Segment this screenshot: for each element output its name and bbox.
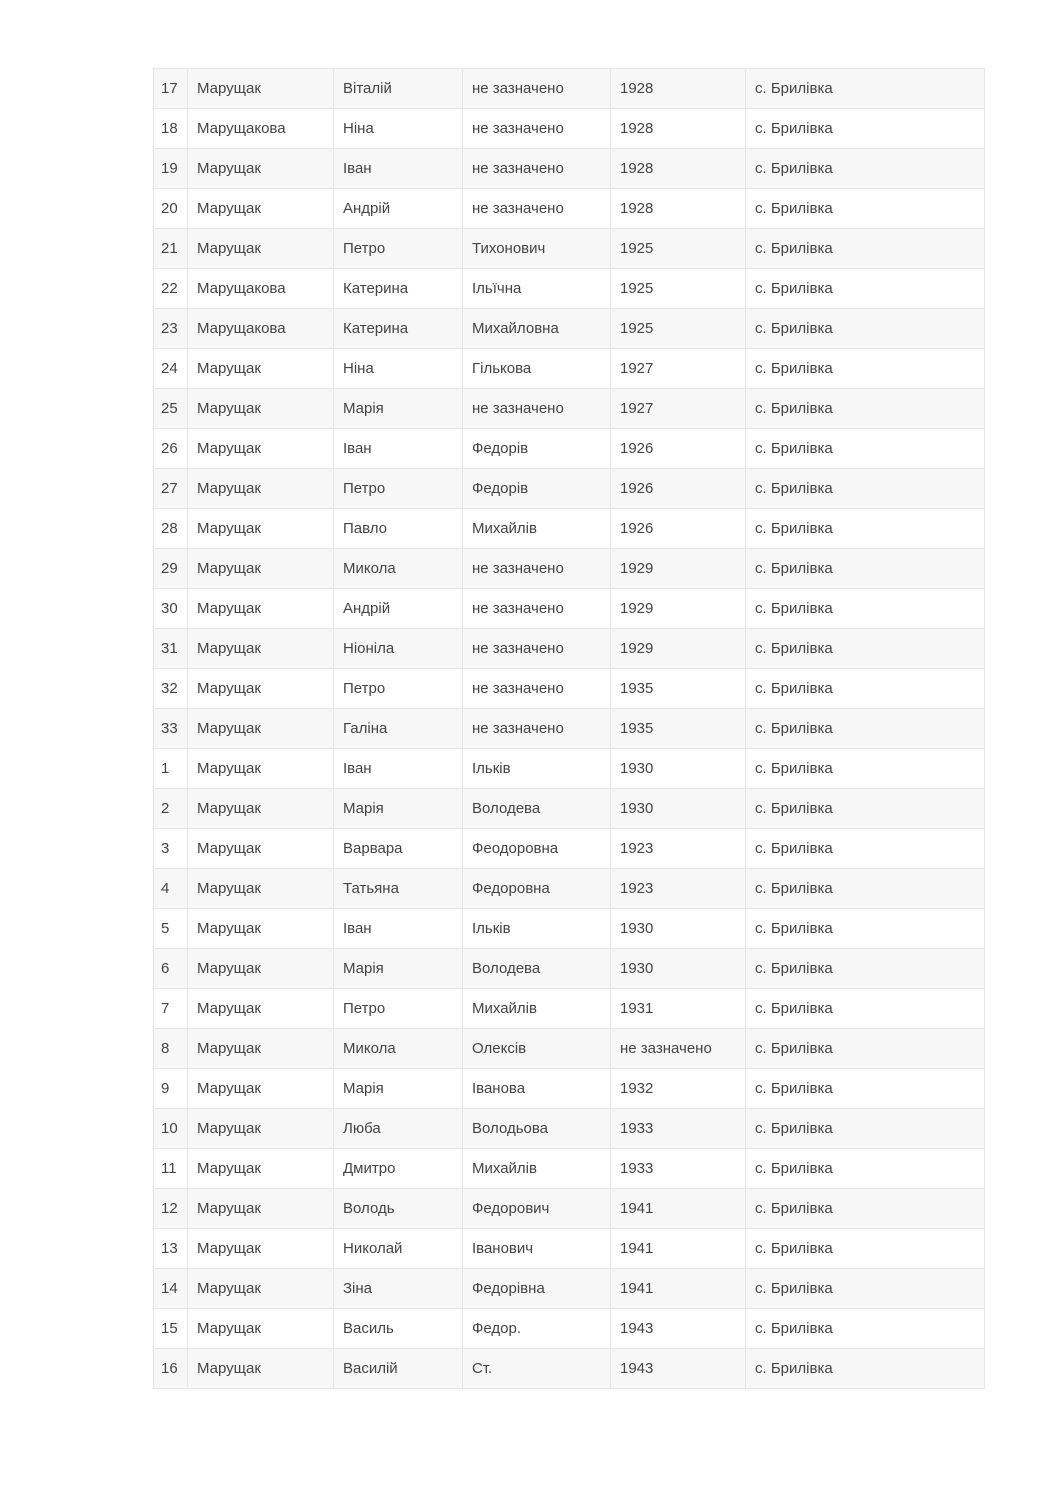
table-row: [154, 549, 985, 589]
village-cell: с. Брилівка: [746, 1189, 985, 1229]
birth-year-cell: 1927: [611, 349, 746, 389]
table-row: [154, 109, 985, 149]
row-number-cell: 23: [154, 309, 188, 349]
row-number-cell: 33: [154, 709, 188, 749]
records-table-body: [154, 69, 985, 1389]
patronymic-cell: не зазначено: [463, 549, 611, 589]
table-row: [154, 1269, 985, 1309]
surname-cell: Марущак: [188, 549, 334, 589]
row-number-cell: 5: [154, 909, 188, 949]
village-cell: с. Брилівка: [746, 1229, 985, 1269]
table-row: [154, 309, 985, 349]
table-row: [154, 149, 985, 189]
birth-year-cell: 1935: [611, 669, 746, 709]
row-number-cell: 10: [154, 1109, 188, 1149]
birth-year-cell: 1928: [611, 189, 746, 229]
first-name-cell: Василь: [334, 1309, 463, 1349]
patronymic-cell: Гількова: [463, 349, 611, 389]
row-number-cell: 29: [154, 549, 188, 589]
table-row: [154, 229, 985, 269]
first-name-cell: Петро: [334, 229, 463, 269]
row-number-cell: 8: [154, 1029, 188, 1069]
patronymic-cell: Михайлів: [463, 989, 611, 1029]
village-cell: с. Брилівка: [746, 149, 985, 189]
table-row: [154, 509, 985, 549]
village-cell: с. Брилівка: [746, 1269, 985, 1309]
first-name-cell: Андрій: [334, 189, 463, 229]
first-name-cell: Іван: [334, 149, 463, 189]
village-cell: с. Брилівка: [746, 1349, 985, 1389]
birth-year-cell: 1930: [611, 949, 746, 989]
village-cell: с. Брилівка: [746, 1109, 985, 1149]
first-name-cell: Андрій: [334, 589, 463, 629]
table-row: [154, 69, 985, 109]
table-row: [154, 949, 985, 989]
row-number-cell: 15: [154, 1309, 188, 1349]
first-name-cell: Марія: [334, 389, 463, 429]
village-cell: с. Брилівка: [746, 1309, 985, 1349]
row-number-cell: 30: [154, 589, 188, 629]
village-cell: с. Брилівка: [746, 229, 985, 269]
first-name-cell: Петро: [334, 989, 463, 1029]
row-number-cell: 17: [154, 69, 188, 109]
patronymic-cell: Олексів: [463, 1029, 611, 1069]
table-row: [154, 669, 985, 709]
table-row: [154, 1149, 985, 1189]
patronymic-cell: Іванова: [463, 1069, 611, 1109]
first-name-cell: Іван: [334, 749, 463, 789]
village-cell: с. Брилівка: [746, 1029, 985, 1069]
surname-cell: Марущак: [188, 1349, 334, 1389]
patronymic-cell: не зазначено: [463, 189, 611, 229]
village-cell: с. Брилівка: [746, 869, 985, 909]
surname-cell: Марущак: [188, 349, 334, 389]
birth-year-cell: 1933: [611, 1149, 746, 1189]
row-number-cell: 24: [154, 349, 188, 389]
row-number-cell: 31: [154, 629, 188, 669]
row-number-cell: 6: [154, 949, 188, 989]
surname-cell: Марущак: [188, 1149, 334, 1189]
surname-cell: Марущак: [188, 1189, 334, 1229]
surname-cell: Марущак: [188, 589, 334, 629]
row-number-cell: 1: [154, 749, 188, 789]
patronymic-cell: Феодоровна: [463, 829, 611, 869]
patronymic-cell: не зазначено: [463, 109, 611, 149]
row-number-cell: 21: [154, 229, 188, 269]
first-name-cell: Ніна: [334, 349, 463, 389]
village-cell: с. Брилівка: [746, 309, 985, 349]
birth-year-cell: 1943: [611, 1349, 746, 1389]
table-row: [154, 589, 985, 629]
surname-cell: Марущак: [188, 869, 334, 909]
village-cell: с. Брилівка: [746, 749, 985, 789]
patronymic-cell: Федоровна: [463, 869, 611, 909]
table-row: [154, 1229, 985, 1269]
surname-cell: Марущак: [188, 789, 334, 829]
first-name-cell: Ніна: [334, 109, 463, 149]
row-number-cell: 25: [154, 389, 188, 429]
row-number-cell: 7: [154, 989, 188, 1029]
birth-year-cell: 1923: [611, 869, 746, 909]
village-cell: с. Брилівка: [746, 949, 985, 989]
surname-cell: Марущак: [188, 829, 334, 869]
row-number-cell: 12: [154, 1189, 188, 1229]
birth-year-cell: 1925: [611, 309, 746, 349]
birth-year-cell: 1927: [611, 389, 746, 429]
row-number-cell: 27: [154, 469, 188, 509]
village-cell: с. Брилівка: [746, 549, 985, 589]
birth-year-cell: 1933: [611, 1109, 746, 1149]
row-number-cell: 2: [154, 789, 188, 829]
patronymic-cell: Ільків: [463, 909, 611, 949]
surname-cell: Марущак: [188, 1309, 334, 1349]
first-name-cell: Марія: [334, 1069, 463, 1109]
birth-year-cell: 1925: [611, 229, 746, 269]
village-cell: с. Брилівка: [746, 509, 985, 549]
village-cell: с. Брилівка: [746, 109, 985, 149]
table-row: [154, 349, 985, 389]
first-name-cell: Іван: [334, 909, 463, 949]
birth-year-cell: 1930: [611, 909, 746, 949]
surname-cell: Марущак: [188, 989, 334, 1029]
first-name-cell: Петро: [334, 669, 463, 709]
patronymic-cell: Іванович: [463, 1229, 611, 1269]
birth-year-cell: 1928: [611, 109, 746, 149]
table-row: [154, 789, 985, 829]
birth-year-cell: 1929: [611, 589, 746, 629]
row-number-cell: 22: [154, 269, 188, 309]
table-row: [154, 1109, 985, 1149]
first-name-cell: Марія: [334, 949, 463, 989]
birth-year-cell: 1941: [611, 1189, 746, 1229]
village-cell: с. Брилівка: [746, 389, 985, 429]
village-cell: с. Брилівка: [746, 469, 985, 509]
patronymic-cell: не зазначено: [463, 69, 611, 109]
birth-year-cell: 1930: [611, 789, 746, 829]
records-table: [153, 68, 985, 1389]
village-cell: с. Брилівка: [746, 789, 985, 829]
first-name-cell: Люба: [334, 1109, 463, 1149]
patronymic-cell: Федорівна: [463, 1269, 611, 1309]
birth-year-cell: не зазначено: [611, 1029, 746, 1069]
village-cell: с. Брилівка: [746, 69, 985, 109]
patronymic-cell: не зазначено: [463, 149, 611, 189]
surname-cell: Марущак: [188, 709, 334, 749]
village-cell: с. Брилівка: [746, 1149, 985, 1189]
first-name-cell: Варвара: [334, 829, 463, 869]
table-row: [154, 709, 985, 749]
patronymic-cell: Володева: [463, 789, 611, 829]
table-row: [154, 1069, 985, 1109]
surname-cell: Марущак: [188, 1029, 334, 1069]
surname-cell: Марущак: [188, 469, 334, 509]
surname-cell: Марущак: [188, 189, 334, 229]
surname-cell: Марущак: [188, 1269, 334, 1309]
row-number-cell: 14: [154, 1269, 188, 1309]
village-cell: с. Брилівка: [746, 269, 985, 309]
patronymic-cell: Ільків: [463, 749, 611, 789]
row-number-cell: 9: [154, 1069, 188, 1109]
row-number-cell: 19: [154, 149, 188, 189]
patronymic-cell: не зазначено: [463, 629, 611, 669]
birth-year-cell: 1943: [611, 1309, 746, 1349]
birth-year-cell: 1929: [611, 629, 746, 669]
table-row: [154, 269, 985, 309]
surname-cell: Марущак: [188, 629, 334, 669]
first-name-cell: Марія: [334, 789, 463, 829]
first-name-cell: Іван: [334, 429, 463, 469]
first-name-cell: Петро: [334, 469, 463, 509]
first-name-cell: Дмитро: [334, 1149, 463, 1189]
surname-cell: Марущак: [188, 909, 334, 949]
row-number-cell: 16: [154, 1349, 188, 1389]
row-number-cell: 11: [154, 1149, 188, 1189]
first-name-cell: Ніоніла: [334, 629, 463, 669]
row-number-cell: 13: [154, 1229, 188, 1269]
row-number-cell: 4: [154, 869, 188, 909]
birth-year-cell: 1925: [611, 269, 746, 309]
patronymic-cell: Михайлів: [463, 1149, 611, 1189]
birth-year-cell: 1926: [611, 469, 746, 509]
table-row: [154, 429, 985, 469]
row-number-cell: 32: [154, 669, 188, 709]
first-name-cell: Катерина: [334, 309, 463, 349]
surname-cell: Марущакова: [188, 269, 334, 309]
village-cell: с. Брилівка: [746, 1069, 985, 1109]
birth-year-cell: 1926: [611, 509, 746, 549]
patronymic-cell: не зазначено: [463, 669, 611, 709]
birth-year-cell: 1928: [611, 69, 746, 109]
row-number-cell: 26: [154, 429, 188, 469]
birth-year-cell: 1928: [611, 149, 746, 189]
surname-cell: Марущак: [188, 1069, 334, 1109]
surname-cell: Марущак: [188, 749, 334, 789]
village-cell: с. Брилівка: [746, 189, 985, 229]
patronymic-cell: Федорів: [463, 469, 611, 509]
table-row: [154, 629, 985, 669]
row-number-cell: 3: [154, 829, 188, 869]
village-cell: с. Брилівка: [746, 629, 985, 669]
village-cell: с. Брилівка: [746, 709, 985, 749]
first-name-cell: Микола: [334, 549, 463, 589]
birth-year-cell: 1941: [611, 1229, 746, 1269]
first-name-cell: Татьяна: [334, 869, 463, 909]
patronymic-cell: Ільїчна: [463, 269, 611, 309]
first-name-cell: Галіна: [334, 709, 463, 749]
surname-cell: Марущак: [188, 1109, 334, 1149]
table-row: [154, 1349, 985, 1389]
first-name-cell: Володь: [334, 1189, 463, 1229]
patronymic-cell: Михайлів: [463, 509, 611, 549]
patronymic-cell: не зазначено: [463, 389, 611, 429]
birth-year-cell: 1935: [611, 709, 746, 749]
surname-cell: Марущак: [188, 389, 334, 429]
patronymic-cell: Ст.: [463, 1349, 611, 1389]
birth-year-cell: 1926: [611, 429, 746, 469]
patronymic-cell: Федор.: [463, 1309, 611, 1349]
table-row: [154, 749, 985, 789]
table-row: [154, 469, 985, 509]
table-row: [154, 189, 985, 229]
records-table-container: [153, 68, 984, 1389]
table-row: [154, 389, 985, 429]
first-name-cell: Катерина: [334, 269, 463, 309]
village-cell: с. Брилівка: [746, 589, 985, 629]
surname-cell: Марущак: [188, 429, 334, 469]
surname-cell: Марущакова: [188, 309, 334, 349]
surname-cell: Марущакова: [188, 109, 334, 149]
surname-cell: Марущак: [188, 669, 334, 709]
table-row: [154, 989, 985, 1029]
surname-cell: Марущак: [188, 69, 334, 109]
birth-year-cell: 1932: [611, 1069, 746, 1109]
table-row: [154, 829, 985, 869]
table-row: [154, 1309, 985, 1349]
row-number-cell: 18: [154, 109, 188, 149]
patronymic-cell: Володева: [463, 949, 611, 989]
row-number-cell: 20: [154, 189, 188, 229]
village-cell: с. Брилівка: [746, 829, 985, 869]
birth-year-cell: 1930: [611, 749, 746, 789]
birth-year-cell: 1931: [611, 989, 746, 1029]
village-cell: с. Брилівка: [746, 989, 985, 1029]
first-name-cell: Павло: [334, 509, 463, 549]
birth-year-cell: 1929: [611, 549, 746, 589]
first-name-cell: Зіна: [334, 1269, 463, 1309]
row-number-cell: 28: [154, 509, 188, 549]
village-cell: с. Брилівка: [746, 669, 985, 709]
first-name-cell: Николай: [334, 1229, 463, 1269]
village-cell: с. Брилівка: [746, 429, 985, 469]
first-name-cell: Микола: [334, 1029, 463, 1069]
patronymic-cell: Федорів: [463, 429, 611, 469]
surname-cell: Марущак: [188, 149, 334, 189]
patronymic-cell: Михайловна: [463, 309, 611, 349]
patronymic-cell: не зазначено: [463, 709, 611, 749]
surname-cell: Марущак: [188, 949, 334, 989]
village-cell: с. Брилівка: [746, 349, 985, 389]
patronymic-cell: не зазначено: [463, 589, 611, 629]
patronymic-cell: Тихонович: [463, 229, 611, 269]
patronymic-cell: Володьова: [463, 1109, 611, 1149]
table-row: [154, 909, 985, 949]
table-row: [154, 1029, 985, 1069]
surname-cell: Марущак: [188, 509, 334, 549]
table-row: [154, 869, 985, 909]
birth-year-cell: 1923: [611, 829, 746, 869]
patronymic-cell: Федорович: [463, 1189, 611, 1229]
surname-cell: Марущак: [188, 1229, 334, 1269]
surname-cell: Марущак: [188, 229, 334, 269]
village-cell: с. Брилівка: [746, 909, 985, 949]
first-name-cell: Віталій: [334, 69, 463, 109]
table-row: [154, 1189, 985, 1229]
birth-year-cell: 1941: [611, 1269, 746, 1309]
first-name-cell: Василій: [334, 1349, 463, 1389]
